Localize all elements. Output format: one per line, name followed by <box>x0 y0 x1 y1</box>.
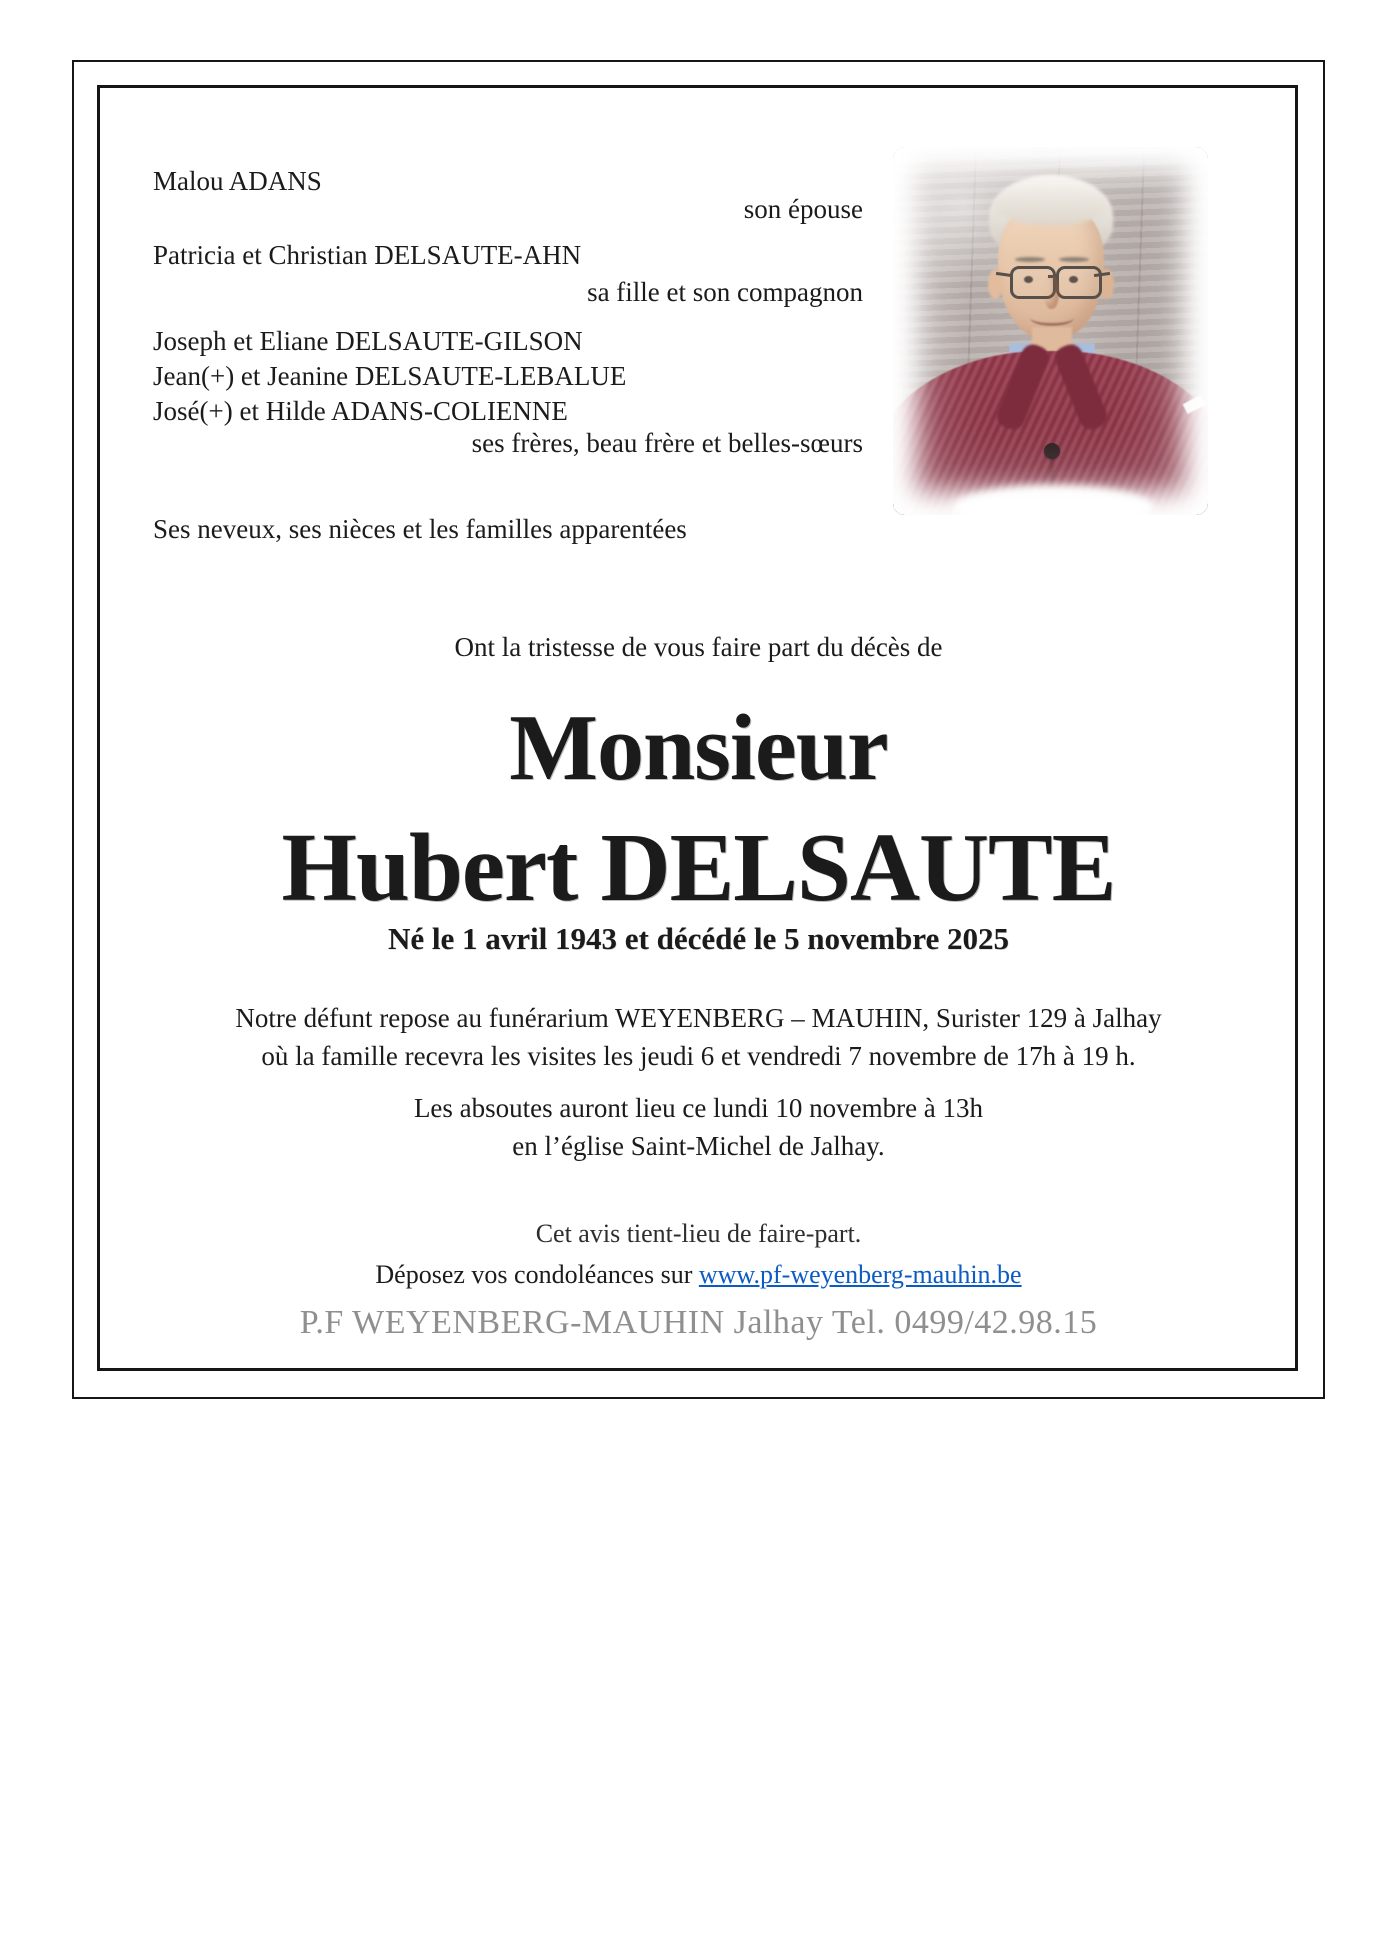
portrait-photo <box>893 147 1208 515</box>
repose-line-1: Notre défunt repose au funérarium WEYENBERG – MAUHIN, Surister 129 à Jalhay <box>235 1003 1162 1033</box>
sibling-line: Jean(+) et Jeanine DELSAUTE-LEBALUE <box>153 361 627 391</box>
birth-death-dates-line: Né le 1 avril 1943 et décédé le 5 novembre 2025 <box>388 921 1009 956</box>
sibling-line: José(+) et Hilde ADANS-COLIENNE <box>153 396 568 426</box>
civility-title: Monsieur <box>509 696 888 800</box>
siblings-block <box>153 324 626 429</box>
spouse-relation-line: son épouse <box>743 194 863 224</box>
repose-paragraph <box>99 999 1298 1075</box>
photo-vignette <box>893 147 1208 515</box>
repose-line-2: où la famille recevra les visites les jeudi 6 et vendredi 7 novembre de 17h à 19 h. <box>261 1041 1136 1071</box>
relatives-line: Ses neveux, ses nièces et les familles apparentées <box>153 514 687 544</box>
service-paragraph <box>99 1089 1298 1165</box>
service-line-2: en l’église Saint-Michel de Jalhay. <box>512 1131 885 1161</box>
funeral-home-footer-line: P.F WEYENBERG-MAUHIN Jalhay Tel. 0499/42.98.15 <box>299 1304 1098 1341</box>
deceased-name-title: Hubert DELSAUTE <box>281 814 1116 921</box>
daughter-relation-line: sa fille et son compagnon <box>587 277 863 307</box>
daughter-name-line: Patricia et Christian DELSAUTE-AHN <box>153 240 582 270</box>
siblings-relation-line: ses frères, beau frère et belles-sœurs <box>471 428 863 458</box>
intro-line: Ont la tristesse de vous faire part du décès de <box>454 632 943 662</box>
condolences-line <box>99 1260 1298 1290</box>
sibling-line: Joseph et Eliane DELSAUTE-GILSON <box>153 326 583 356</box>
condolences-website-link[interactable]: www.pf-weyenberg-mauhin.be <box>698 1260 1022 1289</box>
condolences-prefix: Déposez vos condoléances sur <box>375 1260 699 1289</box>
avis-line: Cet avis tient-lieu de faire-part. <box>535 1219 862 1248</box>
service-line-1: Les absoutes auront lieu ce lundi 10 novembre à 13h <box>413 1093 984 1123</box>
spouse-name-line: Malou ADANS <box>153 166 322 196</box>
